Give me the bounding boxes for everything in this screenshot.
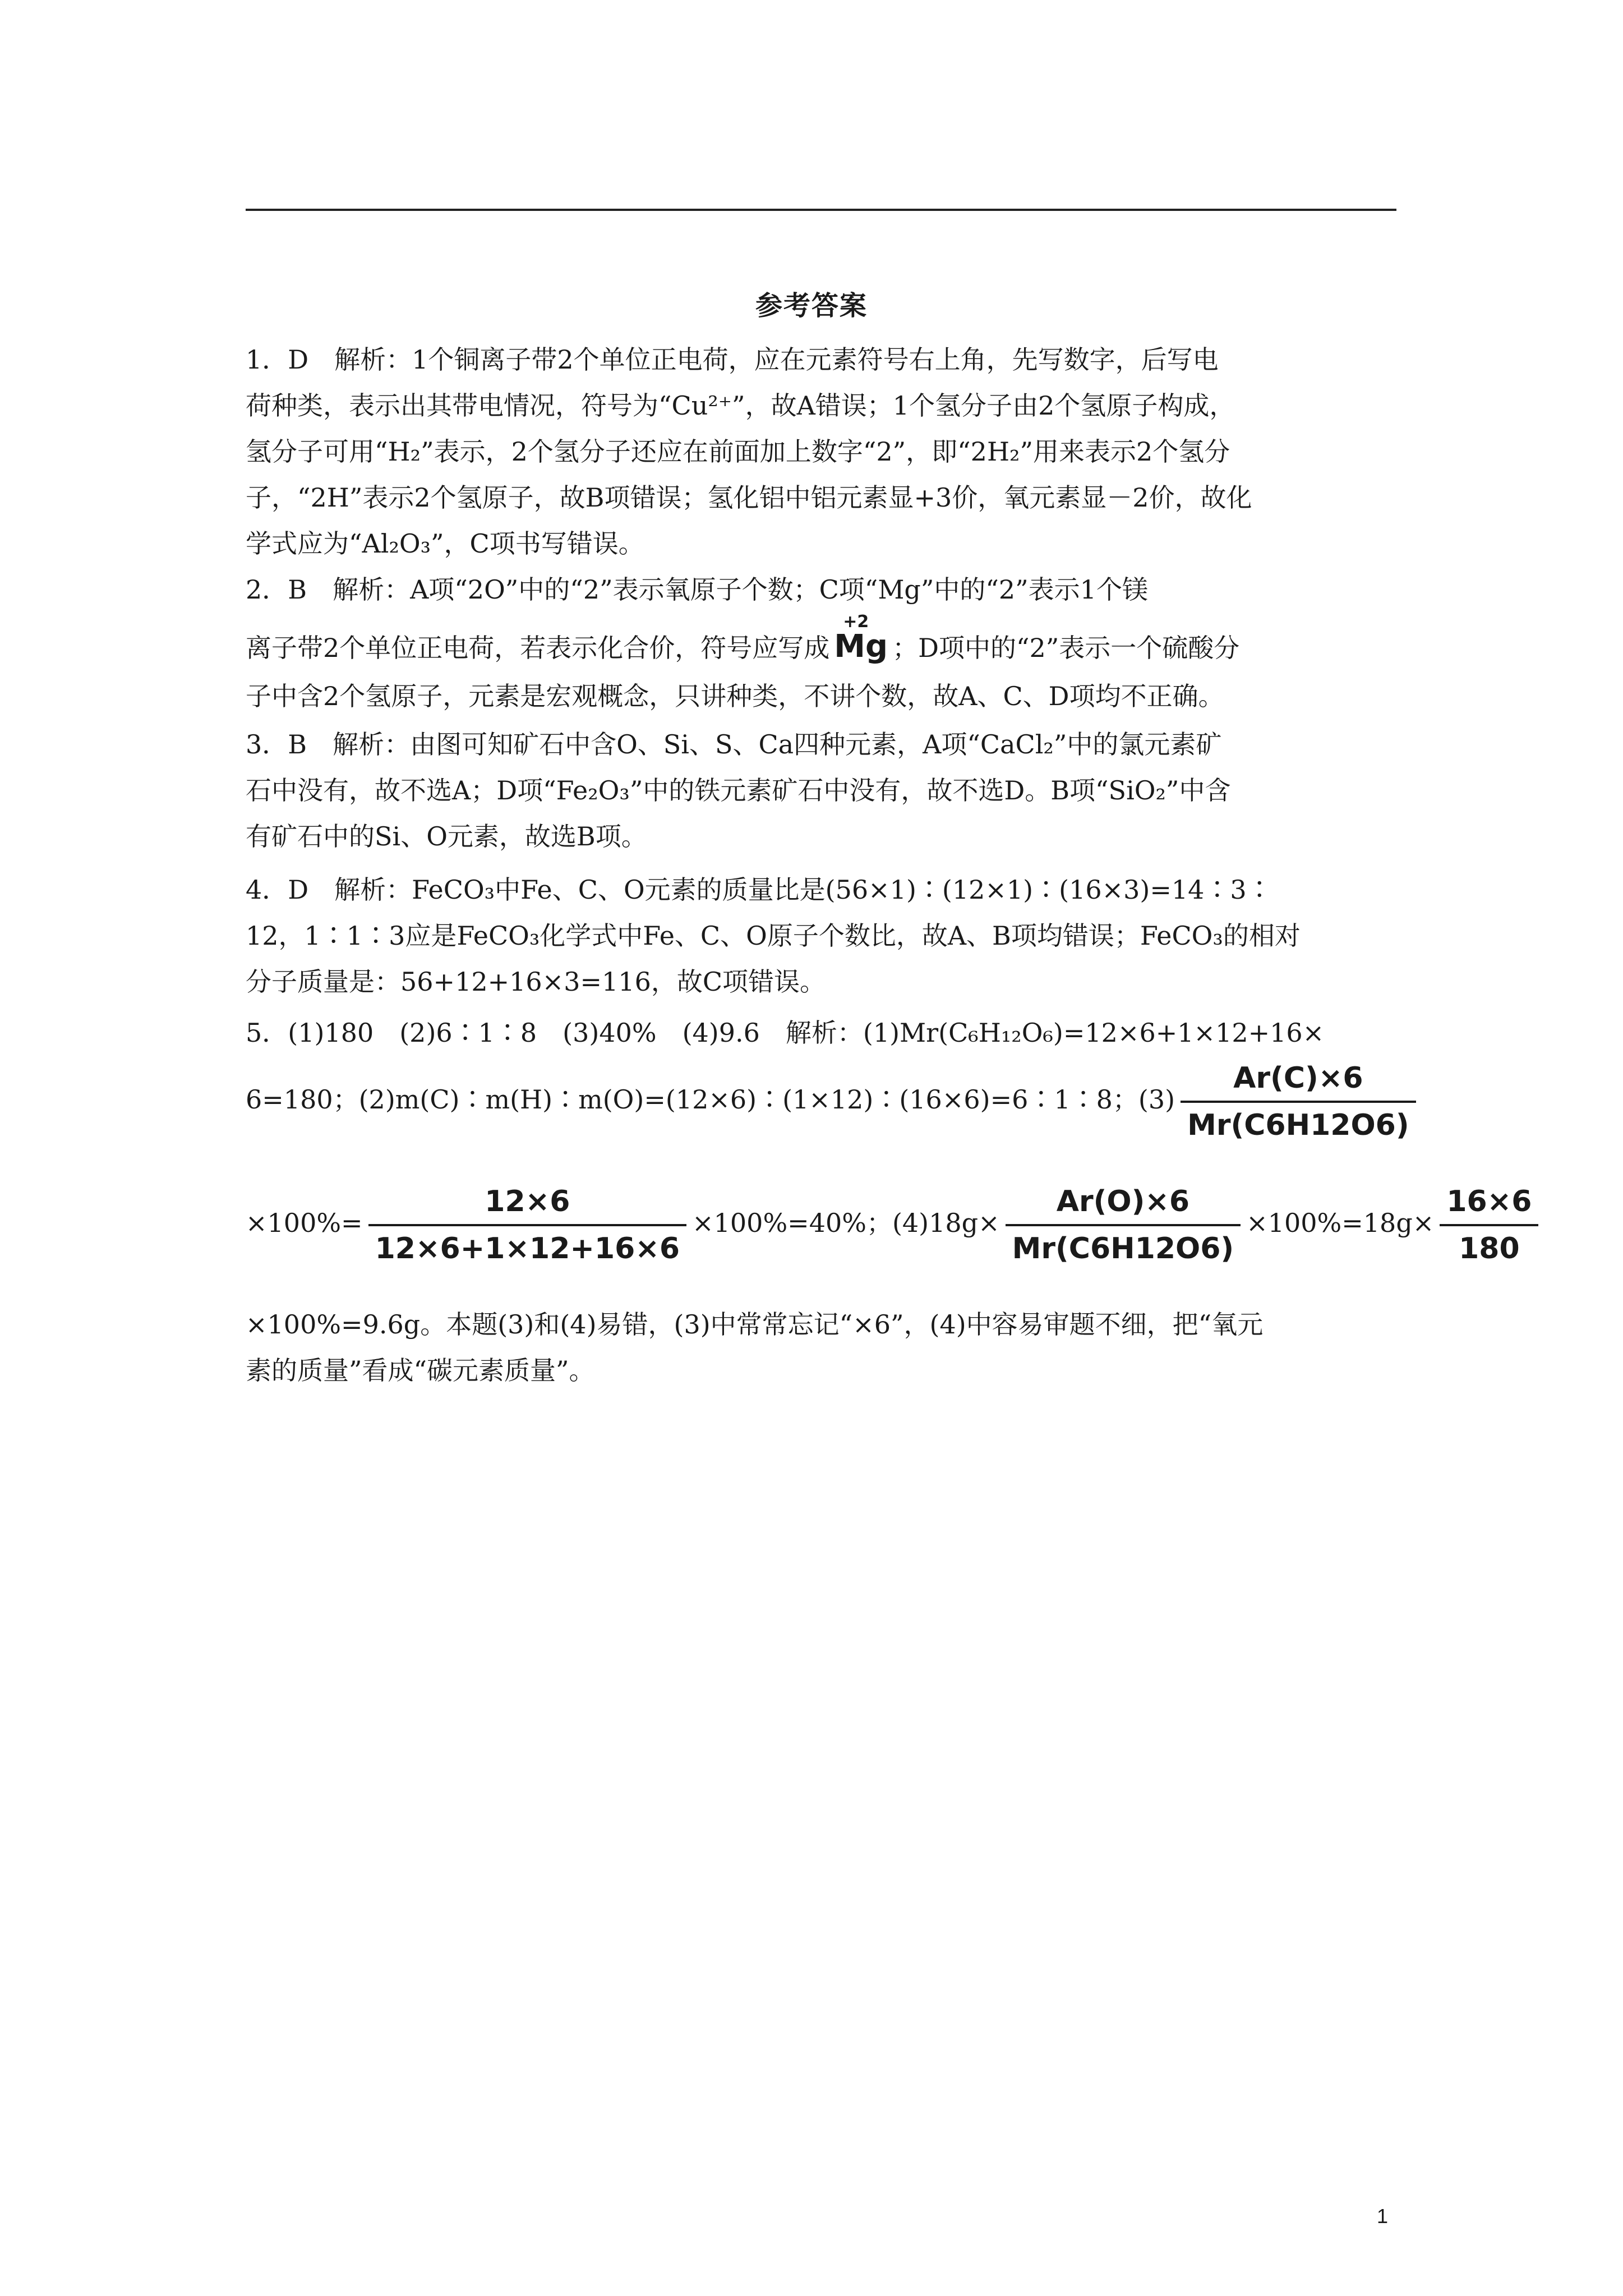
- header-rule: [246, 209, 1396, 211]
- answer-2-line-2: [246, 612, 1396, 671]
- page-number: 1: [1377, 2205, 1389, 2228]
- mg-valence: [834, 612, 888, 670]
- fraction-carbon-ratio: [1181, 1056, 1416, 1148]
- answer-5-line-2: [246, 1055, 1409, 1148]
- fraction-carbon-denominator: Mr(C6H12O6): [1181, 1101, 1416, 1148]
- fraction-oxygen-numeric-denominator: 180: [1440, 1224, 1538, 1271]
- answer-4-line-3: 分子质量是：56+12+16×3=116，故C项错误。: [246, 967, 826, 997]
- mg-valence-value: +2: [843, 612, 869, 632]
- answer-5-line-3-a: ×100%=: [246, 1208, 363, 1238]
- fraction-carbon-numeric: [368, 1179, 687, 1271]
- answer-5-line-3-c: ×100%=18g×: [1246, 1208, 1435, 1238]
- answer-1-line-1: 1．D 解析：1个铜离子带2个单位正电荷，应在元素符号右上角，先写数字，后写电: [246, 344, 1219, 375]
- answer-2-line-3: 子中含2个氢原子，元素是宏观概念，只讲种类，不讲个数，故A、C、D项均不正确。: [246, 681, 1224, 711]
- answer-1-line-4: 子，“2H”表示2个氢原子，故B项错误；氢化铝中铝元素显+3价，氧元素显－2价，故化: [246, 482, 1252, 513]
- answer-4-line-2: 12，1∶1∶3应是FeCO₃化学式中Fe、C、O原子个数比，故A、B项均错误；FeCO₃的相对: [246, 921, 1301, 951]
- fraction-carbon-numeric-numerator: 12×6: [485, 1185, 570, 1218]
- fraction-oxygen-numeric-numerator: 16×6: [1446, 1185, 1532, 1218]
- fraction-oxygen-numerator: Ar(O)×6: [1056, 1185, 1190, 1218]
- fraction-oxygen-denominator: Mr(C6H12O6): [1006, 1224, 1241, 1271]
- answer-5-line-1: 5．(1)180 (2)6∶1∶8 (3)40% (4)9.6 解析：(1)Mr(C₆H₁₂O₆)=12×6+1×12+16×: [246, 1018, 1325, 1048]
- answer-1-line-3: 氢分子可用“H₂”表示，2个氢分子还应在前面加上数字“2”，即“2H₂”用来表示2个氢分: [246, 436, 1230, 467]
- answer-2-line-2-b: ；D项中的“2”表示一个硫酸分: [892, 633, 1240, 663]
- answer-3-line-1: 3．B 解析：由图可知矿石中含O、Si、S、Ca四种元素，A项“CaCl₂”中的氯元素矿: [246, 729, 1222, 760]
- answer-3-line-3: 有矿石中的Si、O元素，故选B项。: [246, 821, 647, 852]
- fraction-oxygen-ratio: [1006, 1179, 1241, 1271]
- fraction-carbon-numerator: Ar(C)×6: [1233, 1061, 1363, 1095]
- answer-1-line-2: 荷种类，表示出其带电情况，符号为“Cu²⁺”，故A错误；1个氢分子由2个氢原子构成，: [246, 390, 1235, 421]
- answer-3-line-2: 石中没有，故不选A；D项“Fe₂O₃”中的铁元素矿石中没有，故不选D。B项“SiO₂”中含: [246, 775, 1231, 806]
- answer-4-line-1: 4．D 解析：FeCO₃中Fe、C、O元素的质量比是(56×1)∶(12×1)∶(16×3)=14∶3∶: [246, 875, 1272, 905]
- mg-symbol: Mg: [834, 628, 888, 665]
- answer-1-line-5: 学式应为“Al₂O₃”，C项书写错误。: [246, 528, 644, 559]
- answer-5-line-3-b: ×100%=40%；(4)18g×: [692, 1208, 1000, 1238]
- answer-5-line-5: 素的质量”看成“碳元素质量”。: [246, 1355, 595, 1386]
- answer-5-line-4: ×100%=9.6g。本题(3)和(4)易错，(3)中常常忘记“×6”，(4)中容易审题不细，把“氧元: [246, 1309, 1264, 1340]
- answer-2-line-1: 2．B 解析：A项“2O”中的“2”表示氧原子个数；C项“Mg”中的“2”表示1个镁: [246, 574, 1148, 605]
- answer-2-line-2-a: 离子带2个单位正电荷，若表示化合价，符号应写成: [246, 633, 830, 663]
- page-title: 参考答案: [755, 290, 868, 321]
- fraction-oxygen-numeric: [1440, 1179, 1538, 1271]
- fraction-carbon-numeric-denominator: 12×6+1×12+16×6: [368, 1224, 687, 1271]
- answer-5-line-2-text: 6=180；(2)m(C)∶m(H)∶m(O)=(12×6)∶(1×12)∶(16×6)=6∶1∶8；(3): [246, 1084, 1175, 1115]
